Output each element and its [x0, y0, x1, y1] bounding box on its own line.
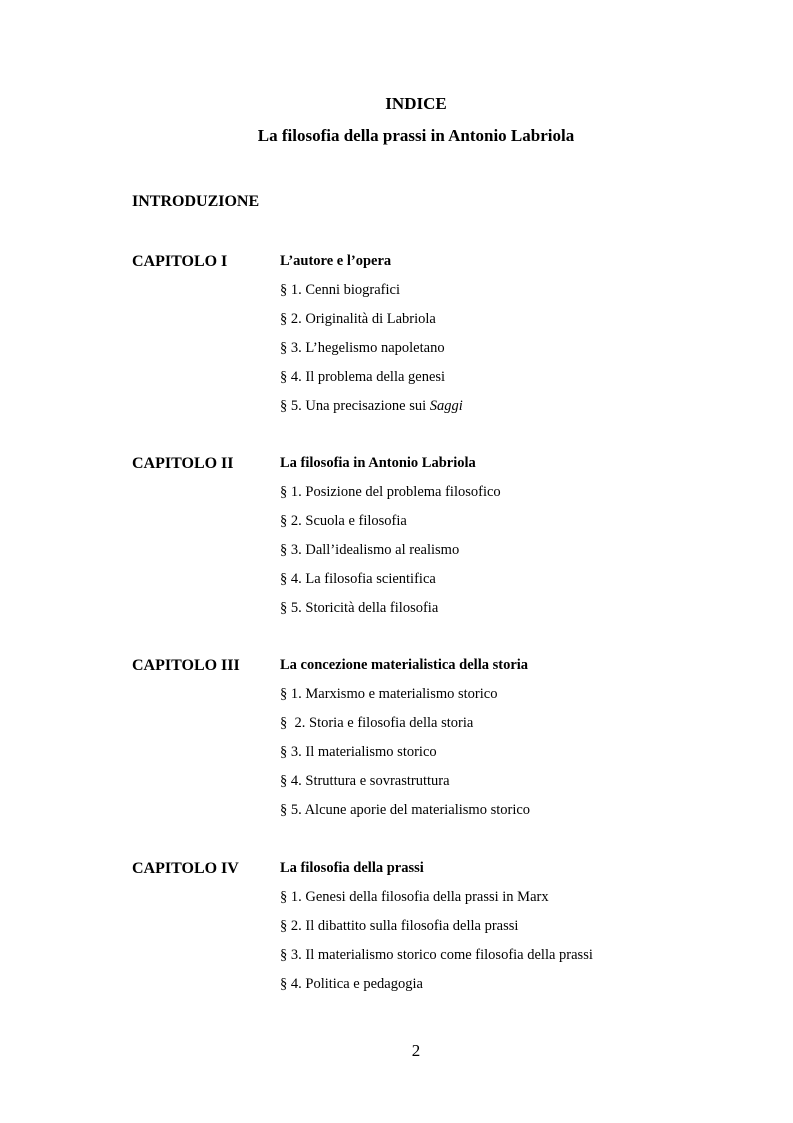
section-text: § 5. Una precisazione sui	[280, 398, 430, 414]
section-item: § 3. Il materialismo storico come filosofia della prassi	[280, 947, 593, 963]
section-item: § 5. Storicità della filosofia	[280, 600, 439, 616]
section-item: § 3. Il materialismo storico	[280, 744, 437, 760]
section-item: § 4. Il problema della genesi	[280, 369, 446, 385]
section-item	[280, 398, 463, 415]
page-subtitle: La filosofia della prassi in Antonio Labriola	[257, 126, 575, 145]
section-item: § 5. Alcune aporie del materialismo storico	[280, 802, 531, 818]
section-item: § 1. Posizione del problema filosofico	[280, 484, 501, 500]
page-title: INDICE	[385, 94, 447, 113]
chapter-label: CAPITOLO II	[132, 455, 234, 472]
section-item: § 3. L’hegelismo napoletano	[280, 340, 445, 356]
section-item: § 4. La filosofia scientifica	[280, 571, 436, 587]
section-item: § 4. Struttura e sovrastruttura	[280, 773, 450, 789]
page-number: 2	[411, 1041, 421, 1060]
chapter-title: La concezione materialistica della storia	[280, 657, 529, 673]
section-item: § 1. Genesi della filosofia della prassi in Marx	[280, 889, 549, 905]
section-item: § 4. Politica e pedagogia	[280, 976, 423, 992]
section-item: § 2. Storia e filosofia della storia	[280, 715, 474, 731]
chapter-label: CAPITOLO I	[132, 253, 228, 270]
section-item: § 2. Il dibattito sulla filosofia della prassi	[280, 918, 519, 934]
section-item: § 1. Cenni biografici	[280, 282, 401, 298]
section-item: § 3. Dall’idealismo al realismo	[280, 542, 460, 558]
introduction-heading: INTRODUZIONE	[132, 193, 260, 210]
chapter-title: La filosofia della prassi	[280, 860, 424, 876]
chapter-title: L’autore e l’opera	[280, 253, 392, 269]
section-item: § 2. Scuola e filosofia	[280, 513, 407, 529]
chapter-title: La filosofia in Antonio Labriola	[280, 455, 476, 471]
section-item: § 1. Marxismo e materialismo storico	[280, 686, 498, 702]
section-italic-title: Saggi	[429, 398, 463, 414]
chapter-label: CAPITOLO III	[132, 657, 240, 674]
section-item: § 2. Originalità di Labriola	[280, 311, 436, 327]
chapter-label: CAPITOLO IV	[132, 860, 239, 877]
